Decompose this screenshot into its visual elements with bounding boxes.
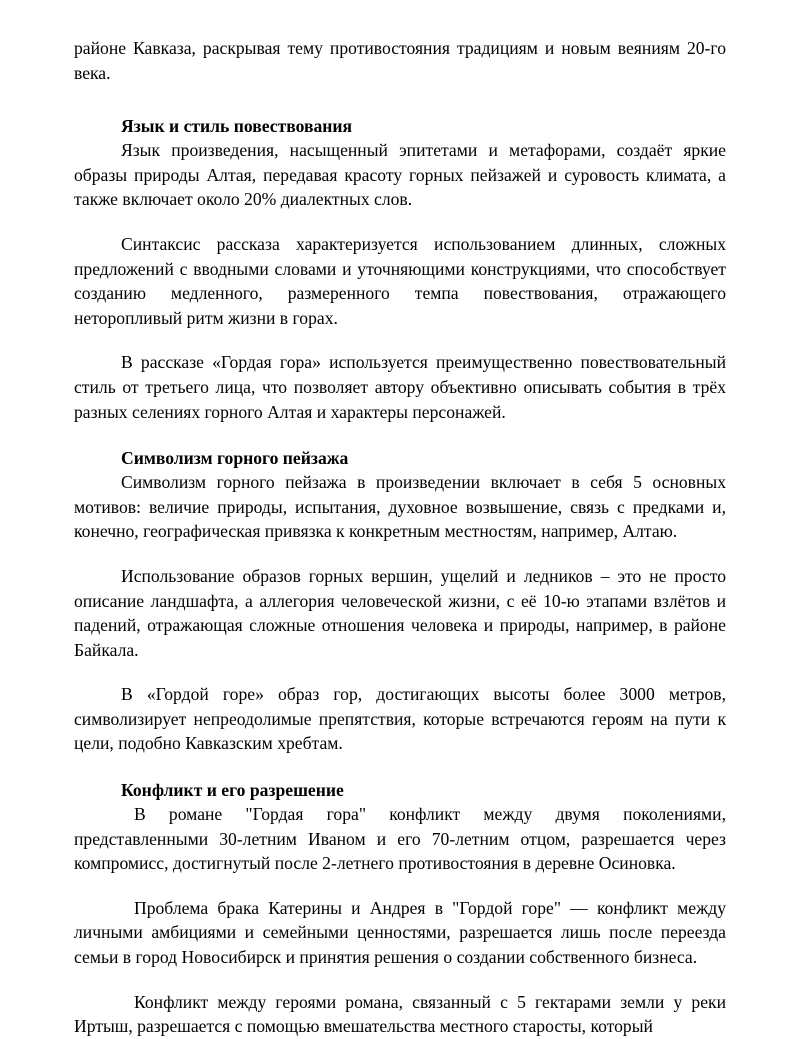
document-page: [74, 36, 726, 1039]
section-heading-conflict: Конфликт и его разрешение: [121, 780, 344, 801]
paragraph-language: Язык произведения, насыщенный эпитетами и метафорами, создаёт яркие образы природы Алтая, передавая красоту горных пейзажей и суровость климата, а также включает около 20% диалектных слов.: [74, 140, 726, 210]
paragraph-narrative-style: В рассказе «Гордая гора» используется преимущественно повествовательный стиль от третьего лица, что позволяет автору объективно описывать события в трёх разных селениях горного Алтая и характеры персонажей.: [74, 352, 726, 422]
paragraph-symbolism-imagery: Использование образов горных вершин, ущелий и ледников – это не просто описание ландшафта, а аллегория человеческой жизни, с её 10-ю этапами взлётов и падений, отражающая сложные отношения человека и природы, например, в районе Байкала.: [74, 565, 726, 660]
paragraph-syntax: Синтаксис рассказа характеризуется использованием длинных, сложных предложений с вводными словами и уточняющими конструкциями, что способствует созданию медленного, размеренного темпа повествования, отражающего неторопливый ритм жизни в горах.: [74, 233, 726, 328]
paragraph-conflict-generations: В романе "Гордая гора" конфликт между двумя поколениями, представленными 30-летним Иваном и его 70-летним отцом, разрешается через компромисс, достигнутый после 2-летнего противостояния в деревне Осиновка.: [74, 804, 726, 874]
paragraph-conflict-marriage: Проблема брака Катерины и Андрея в "Гордой горе" — конфликт между личными амбициями и семейными ценностями, разрешается лишь после переезда семьи в город Новосибирск и принятия решения о создании собственного бизнеса.: [74, 897, 726, 968]
intro-paragraph: районе Кавказа, раскрывая тему противостояния традициям и новым веяниям 20-го века.: [74, 38, 726, 83]
paragraph-conflict-land: Конфликт между героями романа, связанный с 5 гектарами земли у реки Иртыш, разрешается с помощью вмешательства местного старосты, который: [74, 991, 726, 1037]
section-heading-language-style: Язык и стиль повествования: [121, 116, 353, 137]
paragraph-symbolism-motifs: Символизм горного пейзажа в произведении включает в себя 5 основных мотивов: величие природы, испытания, духовное возвышение, связь с предками и, конечно, географическая привязка к конкретным местностям, например, Алтаю.: [74, 472, 726, 542]
paragraph-symbolism-obstacles: В «Гордой горе» образ гор, достигающих высоты более 3000 метров, символизирует непреодолимые препятствия, которые встречаются героям на пути к цели, подобно Кавказским хребтам.: [74, 684, 726, 754]
section-heading-mountain-symbolism: Символизм горного пейзажа: [121, 448, 349, 469]
